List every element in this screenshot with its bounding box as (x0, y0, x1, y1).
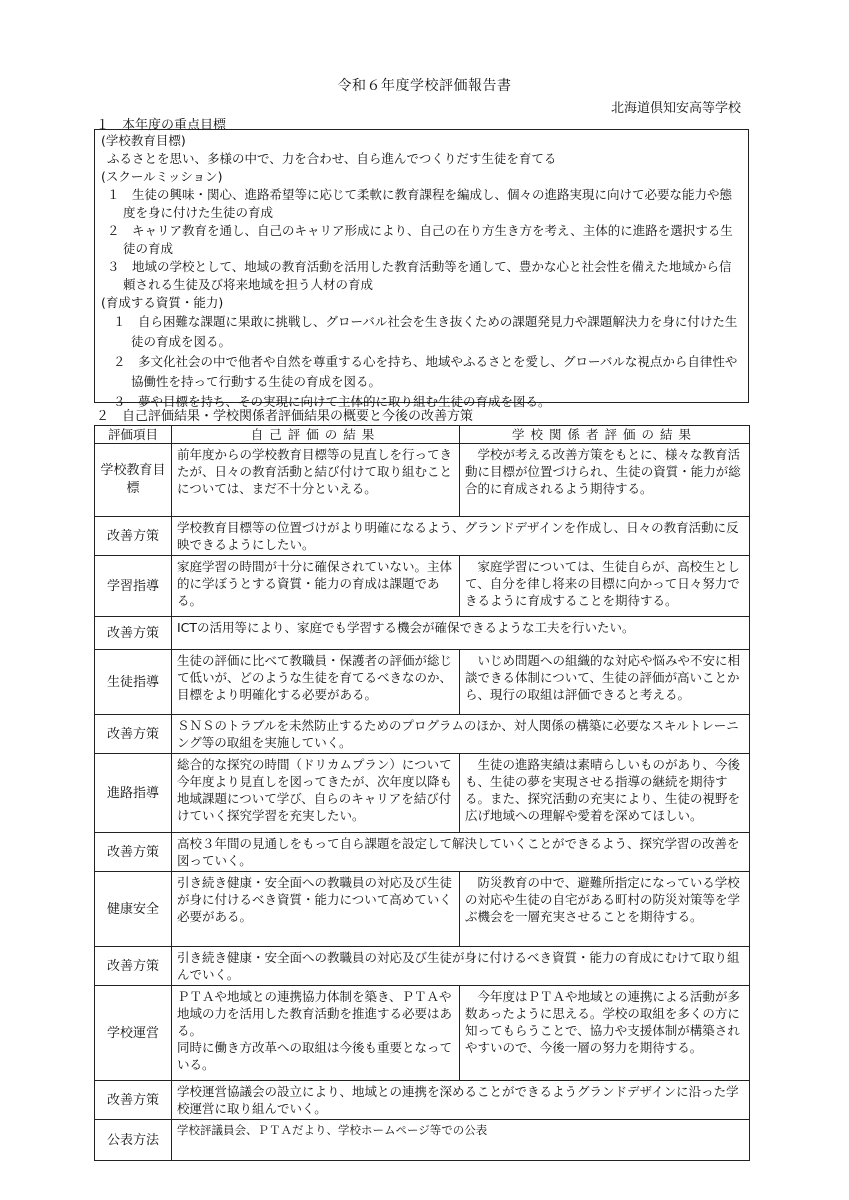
row-item-text: 学校教育目標 (100, 463, 166, 496)
table-row-plan (95, 617, 750, 650)
abilities-heading: (育成する資質・能力) (101, 295, 224, 310)
ability-num: １ (113, 314, 126, 329)
table-row (95, 986, 750, 1081)
plan-label: 改善方策 (95, 617, 172, 650)
mission-num: ３ (107, 259, 120, 274)
row-item-label: 学習指導 (95, 556, 172, 617)
goal-text: ふるさとを思い、多様の中で、力を合わせ、自ら進んでつくりだす生徒を育てる (107, 151, 557, 166)
ability-text: 自ら困難な課題に果敢に挑戦し、グローバル社会を生き抜くための課題発見力や課題解決力を身に付けた生徒の育成を図る。 (131, 314, 738, 349)
self-result: 総合的な探究の時間（ドリカムプラン）について今年度より見直しを図ってきたが、次年度以降も地域課題について学び、自らのキャリアを結び付けていく探究学習を充実したい。 (172, 754, 460, 833)
ability-item (101, 352, 742, 392)
mission-item (101, 258, 742, 294)
table-row (95, 754, 750, 833)
table-row (95, 650, 750, 715)
mission-text: 地域の学校として、地域の教育活動を活用した教育活動等を通して、豊かな心と社会性を備えた地域から信頼される生徒及び将来地域を担う人材の育成 (123, 259, 732, 292)
table-row-plan (95, 715, 750, 754)
mission-text: キャリア教育を通し、自己のキャリア形成により、自己の在り方生き方を考え、主体的に進路を選択する生徒の育成 (123, 223, 733, 256)
self-result: 家庭学習の時間が十分に確保されていない。主体的に学ぼうとする資質・能力の育成は課題である。 (172, 556, 460, 617)
table-row-plan (95, 1081, 750, 1120)
table-row (95, 556, 750, 617)
row-item-label (95, 444, 172, 517)
mission-text: 生徒の興味・関心、進路希望等に応じて柔軟に教育課程を編成し、個々の進路実現に向けて必要な能力や態度を身に付けた生徒の育成 (123, 187, 733, 220)
publication-label: 公表方法 (95, 1120, 172, 1161)
stakeholder-result: 家庭学習については、生徒自らが、高校生として、自分を律し将来の目標に向かって日々努力できるように育成することを期待する。 (460, 556, 750, 617)
plan-text: 学校運営協議会の設立により、地域との連携を深めることができるようグランドデザインに沿った学校運営に取り組んでいく。 (172, 1081, 750, 1120)
table-row-plan (95, 833, 750, 872)
self-result: ＰＴＡや地域との連携協力体制を築き、ＰＴＡや地域の力を活用した教育活動を推進する必要はある。 同時に働き方改革への取組は今後も重要となっている。 (172, 986, 460, 1081)
plan-label: 改善方策 (95, 715, 172, 754)
mission-heading: (スクールミッション) (101, 169, 223, 184)
goals-box (94, 129, 749, 409)
plan-text: 学校教育目標等の位置づけがより明確になるよう、グランドデザインを作成し、日々の教育活動に反映できるようにしたい。 (172, 517, 750, 556)
ability-num: ２ (113, 354, 126, 369)
row-item-label: 健康安全 (95, 872, 172, 947)
mission-num: １ (107, 187, 120, 202)
publication-row (95, 1120, 750, 1161)
row-item-label: 学校運営 (95, 986, 172, 1081)
self-result: 引き続き健康・安全面への教職員の対応及び生徒が身に付けるべき資質・能力について高めていく必要がある。 (172, 872, 460, 947)
table-header-row (95, 426, 750, 444)
stakeholder-result: いじめ問題への組織的な対応や悩みや不安に相談できる体制について、生徒の評価が高いことから、現行の取組は評価できると考える。 (460, 650, 750, 715)
table-row (95, 872, 750, 947)
plan-text: ICTの活用等により、家庭でも学習する機会が確保できるような工夫を行いたい。 (172, 617, 750, 650)
table-row (95, 444, 750, 517)
stakeholder-result: 防災教育の中で、避難所指定になっている学校の対応や生徒の自宅がある町村の防災対策等を学ぶ機会を一層充実させることを期待する。 (460, 872, 750, 947)
stakeholder-result: 生徒の進路実績は素晴らしいものがあり、今後も、生徒の夢を実現させる指導の継続を期待する。また、探究活動の充実により、生徒の視野を広げ地域への理解や愛着を深めてほしい。 (460, 754, 750, 833)
plan-label: 改善方策 (95, 833, 172, 872)
publication-text: 学校評議員会、ＰＴＡだより、学校ホームページ等での公表 (172, 1120, 750, 1161)
stakeholder-result: 学校が考える改善方策をもとに、様々な教育活動に目標が位置づけられ、生徒の資質・能力が総合的に育成されるよう期待する。 (460, 444, 750, 517)
ability-item (101, 312, 742, 352)
self-result: 生徒の評価に比べて教職員・保護者の評価が総じて低いが、どのような生徒を育てるべきなのか、目標をより明確化する必要がある。 (172, 650, 460, 715)
mission-item (101, 222, 742, 258)
plan-text: 高校３年間の見通しをもって自ら課題を設定して解決していくことができるよう、探究学習の改善を図っていく。 (172, 833, 750, 872)
header-stakeholder: 学校関係者評価の結果 (460, 426, 750, 444)
plan-label: 改善方策 (95, 517, 172, 556)
header-self: 自己評価の結果 (172, 426, 460, 444)
plan-text: 引き続き健康・安全面への教職員の対応及び生徒が身に付けるべき資質・能力の育成にむけて取り組んでいく。 (172, 947, 750, 986)
plan-text: ＳＮＳのトラブルを未然防止するためのプログラムのほか、対人関係の構築に必要なスキルトレーニング等の取組を実施していく。 (172, 715, 750, 754)
row-item-label: 生徒指導 (95, 650, 172, 715)
table-row-plan (95, 517, 750, 556)
table-row-plan (95, 947, 750, 986)
school-name: 北海道倶知安高等学校 (610, 101, 741, 116)
mission-num: ２ (107, 223, 120, 238)
plan-label: 改善方策 (95, 1081, 172, 1120)
stakeholder-result: 今年度はＰＴＡや地域との連携による活動が多数あったように思える。学校の取組を多くの方に知ってもらうことで、協力や支援体制が構築されやすいので、今後一層の努力を期待する。 (460, 986, 750, 1081)
section2-heading: ２ 自己評価結果・学校関係者評価結果の概要と今後の改善方策 (96, 409, 474, 424)
goal-heading: (学校教育目標) (101, 133, 186, 148)
document-title: 令和６年度学校評価報告書 (337, 78, 512, 94)
ability-text: 夢や目標を持ち、その実現に向けて主体的に取り組む生徒の育成を図る。 (138, 394, 551, 409)
plan-label: 改善方策 (95, 947, 172, 986)
ability-text: 多文化社会の中で他者や自然を尊重する心を持ち、地域やふるさとを愛し、グローバルな視点から自律性や協働性を持って行動する生徒の育成を図る。 (131, 354, 738, 389)
evaluation-table (94, 425, 750, 1161)
row-item-label: 進路指導 (95, 754, 172, 833)
mission-item (101, 186, 742, 222)
section1-heading: １ 本年度の重点目標 (96, 118, 227, 133)
self-result: 前年度からの学校教育目標等の見直しを行ってきたが、日々の教育活動と結び付けて取り組むことについては、まだ不十分といえる。 (172, 444, 460, 517)
header-item: 評価項目 (95, 426, 172, 444)
ability-num: ３ (113, 394, 126, 409)
